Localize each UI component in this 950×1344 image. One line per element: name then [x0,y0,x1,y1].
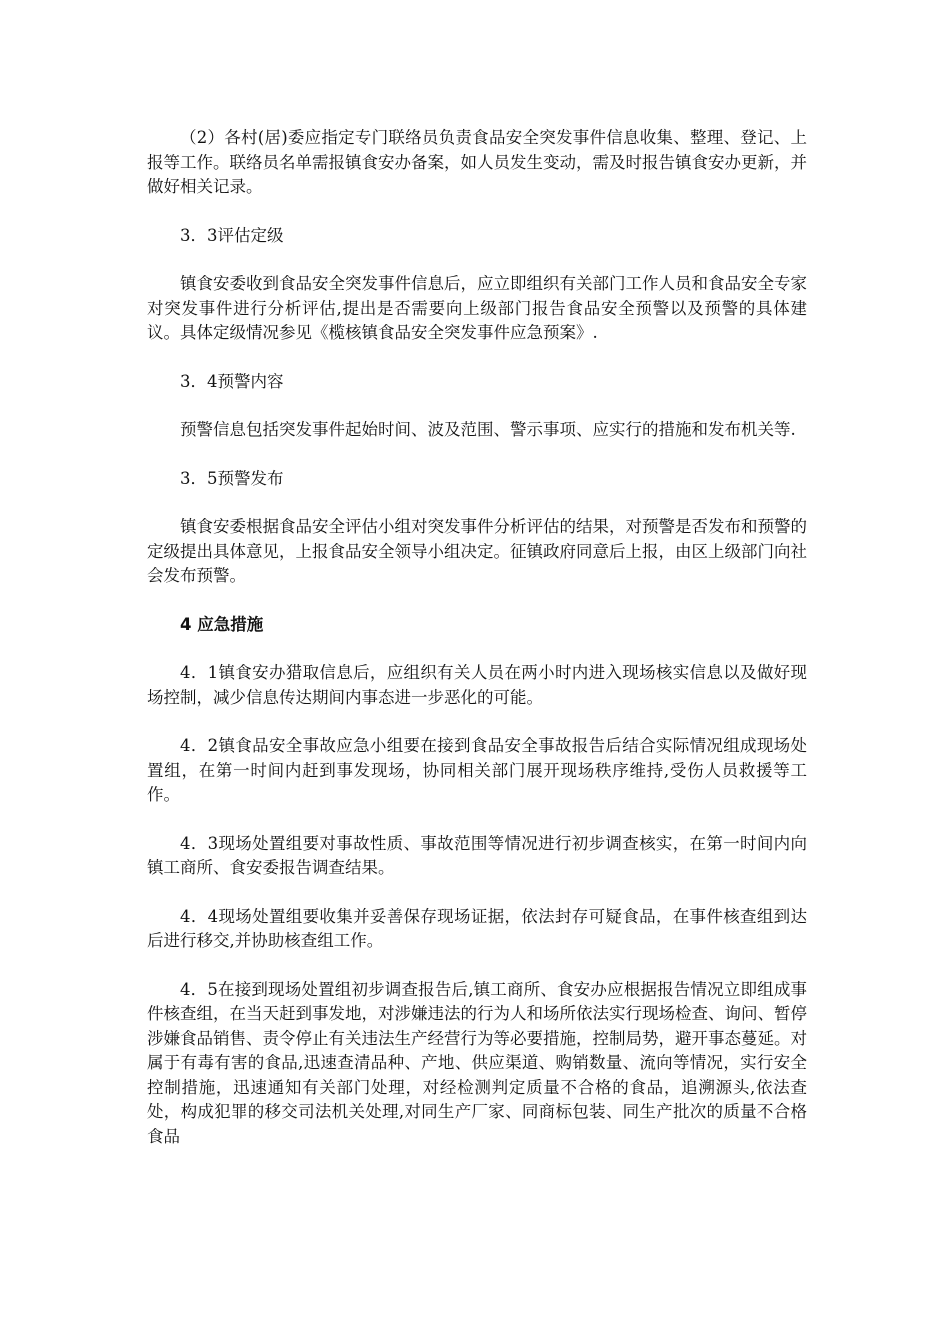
paragraph-4-5: 4．5在接到现场处置组初步调查报告后,镇工商所、食安办应根据报告情况立即组成事件核查组，在当天赶到事发地，对涉嫌违法的行为人和场所依法实行现场检查、询问、暂停涉嫌食品销售、责令停止有关违法生产经营行为等必要措施，控制局势，避开事态蔓延。对属于有毒有害的食品,迅速查清品种、产地、供应渠道、购销数量、流向等情况，实行安全控制措施，迅速通知有关部门处理，对经检测判定质量不合格的食品，追溯源头,依法查处，构成犯罪的移交司法机关处理,对同生产厂家、同商标包装、同生产批次的质量不合格食品 [147,979,807,1146]
paragraph-3-3-body: 镇食安委收到食品安全突发事件信息后，应立即组织有关部门工作人员和食品安全专家对突发事件进行分析评估,提出是否需要向上级部门报告食品安全预警以及预警的具体建议。具体定级情况参见《榄核镇食品安全突发事件应急预案》. [147,274,807,342]
paragraph-4-1: 4．1镇食安办猎取信息后，应组织有关人员在两小时内进入现场核实信息以及做好现场控制，减少信息传达期间内事态进一步恶化的可能。 [147,663,807,707]
heading-3-3: 3．3评估定级 [180,225,284,245]
heading-3-5: 3．5预警发布 [180,468,284,488]
paragraph-3-5-body: 镇食安委根据食品安全评估小组对突发事件分析评估的结果，对预警是否发布和预警的定级提出具体意见，上报食品安全领导小组决定。征镇政府同意后上报，由区上级部门向社会发布预警。 [147,517,807,585]
document-page [147,126,807,1149]
heading-3-4: 3．4预警内容 [180,371,284,391]
paragraph-4-4: 4．4现场处置组要收集并妥善保存现场证据，依法封存可疑食品，在事件核查组到达后进行移交,并协助核查组工作。 [147,906,807,950]
paragraph-3-4-body: 预警信息包括突发事件起始时间、波及范围、警示事项、应实行的措施和发布机关等. [180,420,796,439]
heading-4-emergency-measures: 4 应急措施 [180,614,264,634]
paragraph-4-2: 4．2镇食品安全事故应急小组要在接到食品安全事故报告后结合实际情况组成现场处置组，在第一时间内赶到事发现场，协同相关部门展开现场秩序维持,受伤人员救援等工作。 [147,736,807,804]
paragraph-4-3: 4．3现场处置组要对事故性质、事故范围等情况进行初步调查核实，在第一时间内向镇工商所、食安委报告调查结果。 [147,833,807,877]
paragraph-2-contact-person: （2）各村(居)委应指定专门联络员负责食品安全突发事件信息收集、整理、登记、上报等工作。联络员名单需报镇食安办备案，如人员发生变动，需及时报告镇食安办更新，并做好相关记录。 [147,128,807,196]
